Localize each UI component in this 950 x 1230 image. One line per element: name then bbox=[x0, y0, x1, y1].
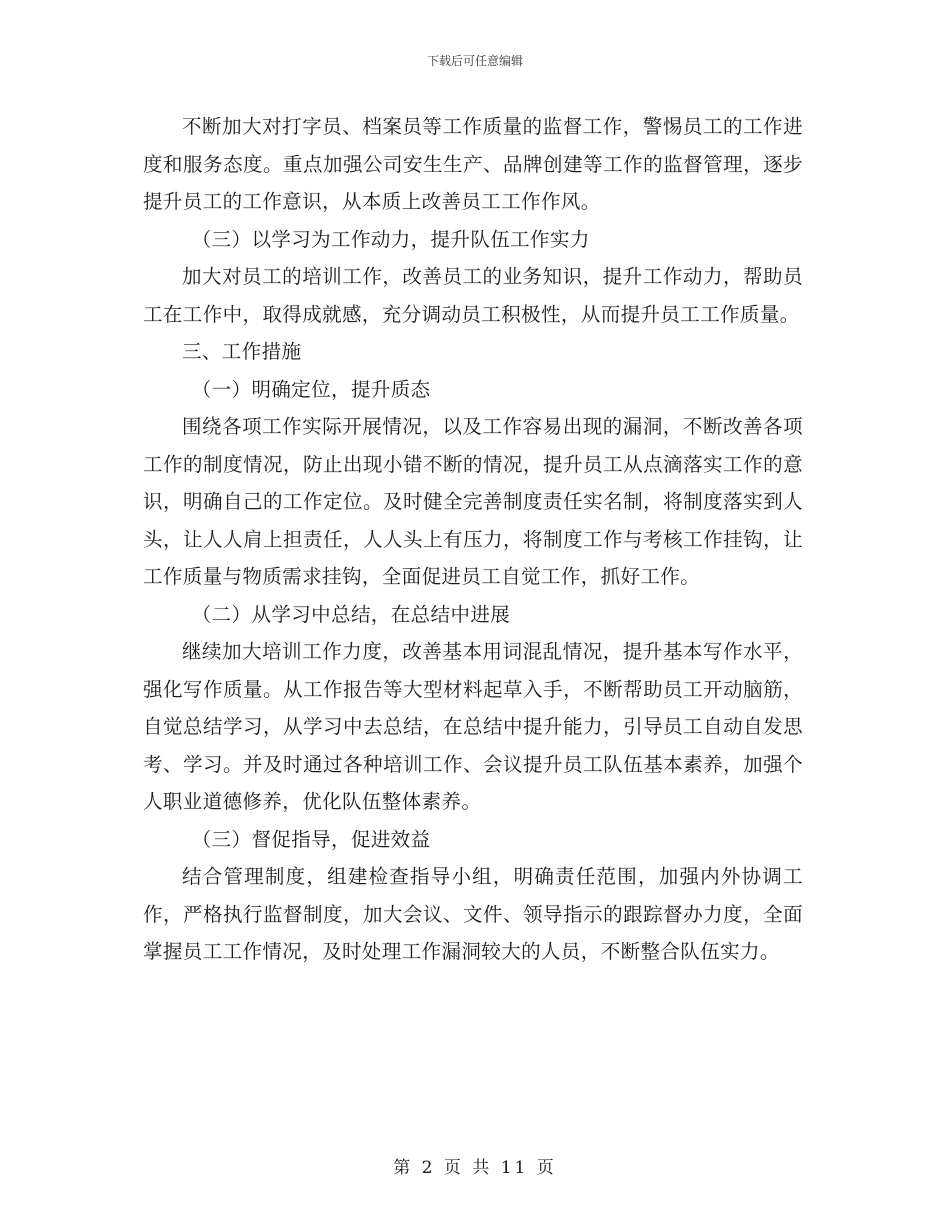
subsection-heading: （二）从学习中总结，在总结中进展 bbox=[191, 602, 511, 626]
document-body bbox=[143, 108, 803, 971]
body-paragraph: 加大对员工的培训工作，改善员工的业务知识，提升工作动力，帮助员工在工作中，取得成就感，充分调动员工积极性，从而提升员工工作质量。 bbox=[143, 265, 803, 326]
page-number: 第 2 页 共 11 页 bbox=[393, 1158, 557, 1178]
subsection-heading: （三）督促指导，促进效益 bbox=[191, 827, 431, 851]
section-heading: 三、工作措施 bbox=[182, 340, 302, 363]
body-paragraph: 围绕各项工作实际开展情况，以及工作容易出现的漏洞，不断改善各项工作的制度情况，防止出现小错不断的情况，提升员工从点滴落实工作的意识，明确自己的工作定位。及时健全完善制度责任实名制，将制度落实到人头，让人人肩上担责任，人人头上有压力，将制度工作与考核工作挂钩，让工作质量与物质需求挂钩，全面促进员工自觉工作，抓好工作。 bbox=[143, 415, 803, 588]
subsection-heading: （三）以学习为工作动力，提升队伍工作实力 bbox=[191, 227, 590, 251]
body-paragraph: 结合管理制度，组建检查指导小组，明确责任范围，加强内外协调工作，严格执行监督制度，加大会议、文件、领导指示的跟踪督办力度，全面掌握员工工作情况，及时处理工作漏洞较大的人员，不断整合队伍实力。 bbox=[143, 865, 803, 963]
body-paragraph: 继续加大培训工作力度，改善基本用词混乱情况，提升基本写作水平，强化写作质量。从工作报告等大型材料起草入手，不断帮助员工开动脑筋，自觉总结学习，从学习中去总结，在总结中提升能力，引导员工自动自发思考、学习。并及时通过各种培训工作、会议提升员工队伍基本素养，加强个人职业道德修养，优化队伍整体素养。 bbox=[143, 640, 803, 813]
body-paragraph: 不断加大对打字员、档案员等工作质量的监督工作，警惕员工的工作进度和服务态度。重点加强公司安生生产、品牌创建等工作的监督管理，逐步提升员工的工作意识，从本质上改善员工工作作风。 bbox=[143, 115, 803, 213]
subsection-heading: （一）明确定位，提升质态 bbox=[191, 377, 431, 401]
page-header: 下载后可任意编辑 bbox=[426, 54, 523, 68]
